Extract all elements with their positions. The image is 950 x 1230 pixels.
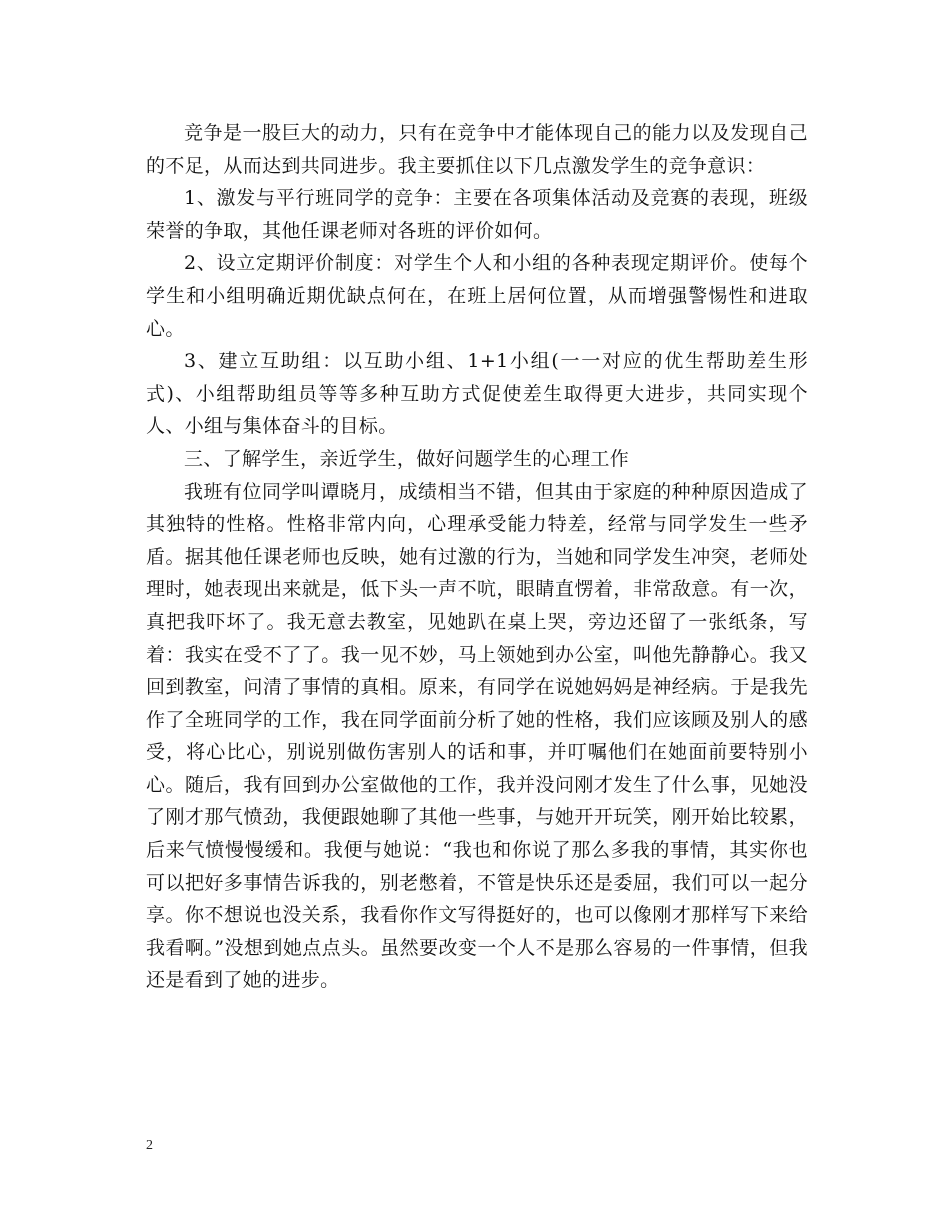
paragraph-competition-intro: 竞争是一股巨大的动力，只有在竞争中才能体现自己的能力以及发现自己的不足，从而达到共同进步。我主要抓住以下几点激发学生的竞争意识： [146,122,808,177]
paragraph-point-2: 2、设立定期评价制度：对学生个人和小组的各种表现定期评价。使每个学生和小组明确近期优缺点何在，在班上居何位置，从而增强警惕性和进取心。 [146,252,808,340]
page-number: 2 [146,1138,153,1153]
paragraph-point-3: 3、建立互助组：以互助小组、1+1小组(一一对应的优生帮助差生形式)、小组帮助组员等等多种互助方式促使差生取得更大进步，共同实现个人、小组与集体奋斗的目标。 [146,350,808,438]
paragraph-point-1: 1、激发与平行班同学的竞争：主要在各项集体活动及竞赛的表现，班级荣誉的争取，其他任课老师对各班的评价如何。 [146,187,808,242]
section-heading-3: 三、了解学生，亲近学生，做好问题学生的心理工作 [184,447,630,470]
document-body [146,117,808,997]
paragraph-student-story: 我班有位同学叫谭晓月，成绩相当不错，但其由于家庭的种种原因造成了其独特的性格。性格非常内向，心理承受能力特差，经常与同学发生一些矛盾。据其他任课老师也反映，她有过激的行为，当她和同学发生冲突，老师处理时，她表现出来就是，低下头一声不吭，眼睛直愣着，非常敌意。有一次，真把我吓坏了。我无意去教室，见她趴在桌上哭，旁边还留了一张纸条，写着：我实在受不了了。我一见不妙，马上领她到办公室，叫他先静静心。我又回到教室，问清了事情的真相。原来，有同学在说她妈妈是神经病。于是我先作了全班同学的工作，我在同学面前分析了她的性格，我们应该顾及别人的感受，将心比心，别说别做伤害别人的话和事，并叮嘱他们在她面前要特别小心。随后，我有回到办公室做他的工作，我并没问刚才发生了什么事，见她没了刚才那气愤劲，我便跟她聊了其他一些事，与她开开玩笑，刚开始比较累，后来气愤慢慢缓和。我便与她说：“我也和你说了那么多我的事情，其实你也可以把好多事情告诉我的，别老憋着，不管是快乐还是委屈，我们可以一起分享。你不想说也没关系，我看你作文写得挺好的，也可以像刚才那样写下来给我看啊。”没想到她点点头。虽然要改变一个人不是那么容易的一件事情，但我还是看到了她的进步。 [146,480,808,992]
